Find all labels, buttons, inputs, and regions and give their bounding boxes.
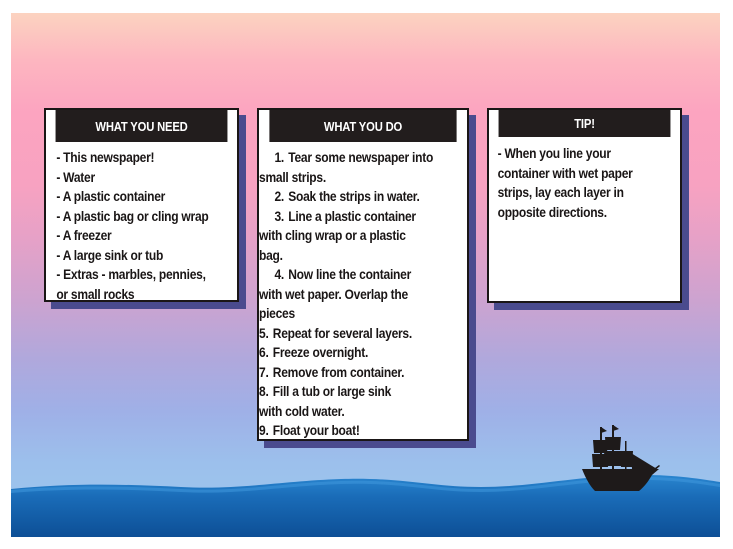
what-you-need-header [56,110,228,142]
sunset-scene [11,13,720,537]
list-item: with cold water. [259,402,345,419]
what-you-do-header [269,110,456,142]
list-item: 4. Now line the container [274,266,412,282]
what-you-do-body [259,142,464,441]
list-item: - Water [56,168,95,185]
need-list [56,148,233,304]
tip-panel [487,108,682,303]
what-you-do-panel [257,108,469,441]
list-item: opposite directions. [497,203,607,220]
list-item: strips, lay each layer in [497,184,624,200]
tip-list [498,144,679,222]
list-item: with cling wrap or a plastic [259,227,406,243]
list-item: - Extras - marbles, pennies, [56,266,206,282]
list-item: bag. [259,246,283,263]
what-you-do-title: WHAT YOU DO [323,120,403,134]
list-item: 5. Repeat for several layers. [259,324,412,341]
list-item: pieces [259,305,295,321]
list-item: 1. Tear some newspaper into [274,149,434,165]
what-you-need-title: WHAT YOU NEED [95,120,188,134]
list-item: 9. Float your boat! [259,422,360,438]
list-item: container with wet paper [497,164,633,181]
what-you-need-body [46,142,233,304]
list-item: - When you line your [497,145,611,161]
list-item: - A freezer [56,227,112,243]
tip-header [499,110,671,137]
list-item: 6. Freeze overnight. [259,344,369,360]
list-item: - A large sink or tub [56,246,164,263]
list-item: 8. Fill a tub or large sink [259,383,392,399]
list-item: - A plastic bag or cling wrap [56,207,209,224]
list-item: small strips. [259,168,326,185]
list-item: 2. Soak the strips in water. [274,188,420,204]
tip-body [489,137,678,222]
list-item: - This newspaper! [56,149,155,165]
list-item: with wet paper. Overlap the [259,285,408,302]
tip-title: TIP! [574,117,595,131]
list-item: - A plastic container [56,188,166,204]
list-item: 7. Remove from container. [259,363,405,380]
what-you-need-panel [44,108,239,302]
list-item: 3. Line a plastic container [274,207,416,224]
steps-list [259,148,463,441]
list-item: or small rocks [56,285,135,302]
